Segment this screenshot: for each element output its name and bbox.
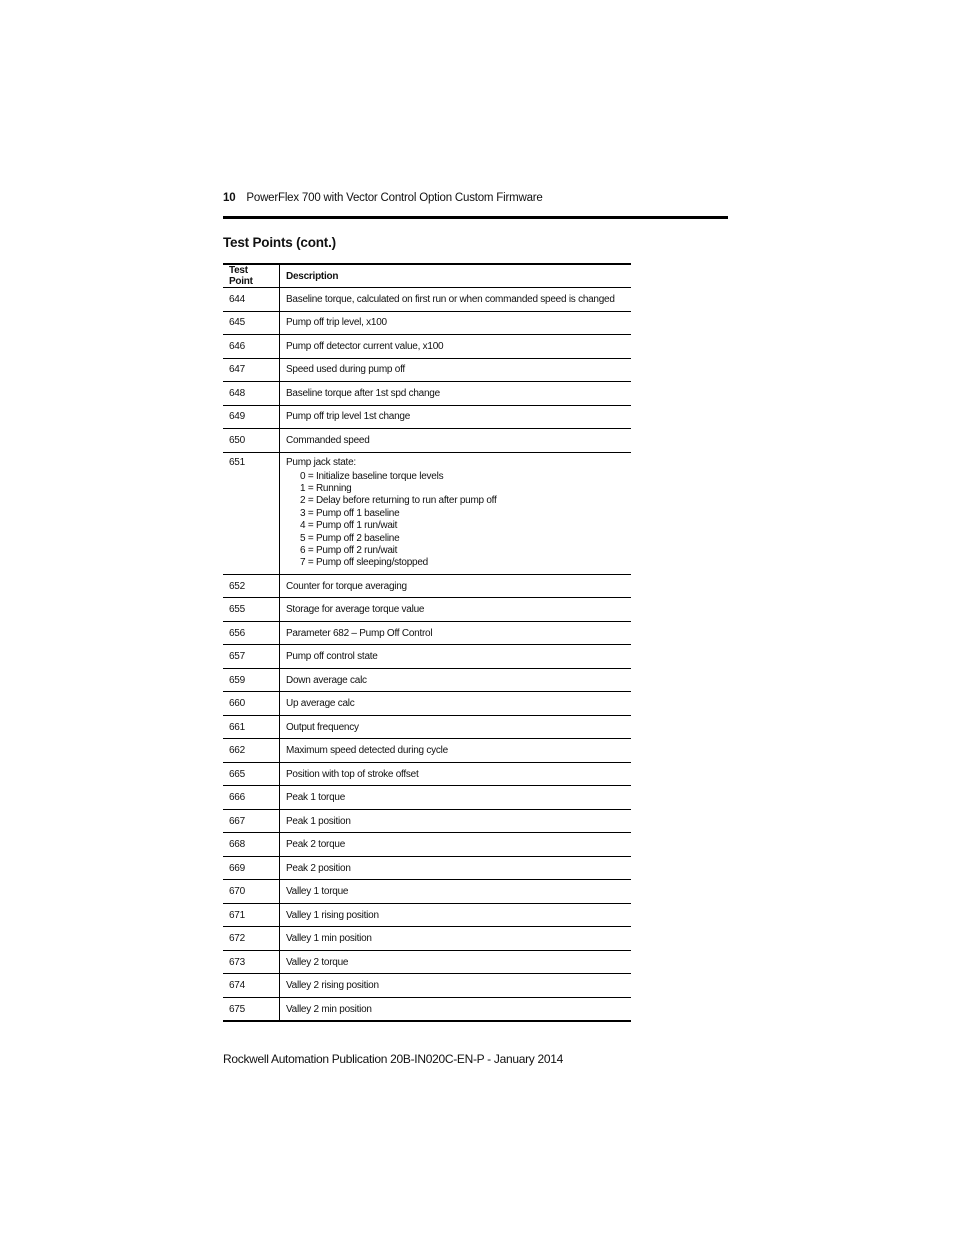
description-cell: Counter for torque averaging bbox=[280, 574, 632, 598]
description-cell: Valley 1 rising position bbox=[280, 903, 632, 927]
test-point-cell: 648 bbox=[223, 382, 280, 406]
table-row bbox=[223, 288, 631, 312]
test-point-cell: 672 bbox=[223, 927, 280, 951]
page-footer: Rockwell Automation Publication 20B-IN020C-EN-P - January 2014 bbox=[223, 1052, 564, 1066]
test-point-cell: 666 bbox=[223, 786, 280, 810]
state-item: 4 = Pump off 1 run/wait bbox=[300, 520, 398, 532]
table-row bbox=[223, 927, 631, 951]
table-row bbox=[223, 715, 631, 739]
description-cell: Storage for average torque value bbox=[280, 598, 632, 622]
description-cell: Valley 2 torque bbox=[280, 950, 632, 974]
description-cell: Pump off detector current value, x100 bbox=[280, 335, 632, 359]
test-point-cell: 652 bbox=[223, 574, 280, 598]
table-row bbox=[223, 880, 631, 904]
table-row bbox=[223, 809, 631, 833]
test-point-cell: 660 bbox=[223, 692, 280, 716]
table-row bbox=[223, 833, 631, 857]
description-cell: Baseline torque, calculated on first run or when commanded speed is changed bbox=[280, 288, 632, 312]
description-cell: Peak 1 torque bbox=[280, 786, 632, 810]
table-row bbox=[223, 405, 631, 429]
test-point-cell: 644 bbox=[223, 288, 280, 312]
description-cell: Down average calc bbox=[280, 668, 632, 692]
state-item: 2 = Delay before returning to run after pump off bbox=[300, 495, 497, 507]
state-item: 3 = Pump off 1 baseline bbox=[300, 507, 400, 519]
state-item: 6 = Pump off 2 run/wait bbox=[300, 544, 398, 556]
description-cell: Valley 1 min position bbox=[280, 927, 632, 951]
description-cell: Pump off control state bbox=[280, 645, 632, 669]
state-item: 1 = Running bbox=[300, 482, 352, 494]
table-row bbox=[223, 621, 631, 645]
table-row bbox=[223, 358, 631, 382]
table-row bbox=[223, 974, 631, 998]
test-point-cell: 674 bbox=[223, 974, 280, 998]
table-row bbox=[223, 692, 631, 716]
column-header-test-point: Test Point bbox=[223, 264, 280, 288]
description-cell: Output frequency bbox=[280, 715, 632, 739]
section-title: Test Points (cont.) bbox=[223, 235, 336, 250]
description-cell: Parameter 682 – Pump Off Control bbox=[280, 621, 632, 645]
table-row bbox=[223, 997, 631, 1021]
table-body bbox=[223, 288, 631, 1022]
description-cell: Commanded speed bbox=[280, 429, 632, 453]
test-point-cell: 675 bbox=[223, 997, 280, 1021]
table-row bbox=[223, 739, 631, 763]
page-number: 10 bbox=[223, 192, 236, 204]
state-item: 7 = Pump off sleeping/stopped bbox=[300, 557, 428, 569]
table-row bbox=[223, 903, 631, 927]
table-row bbox=[223, 598, 631, 622]
state-item: 5 = Pump off 2 baseline bbox=[300, 532, 400, 544]
test-point-cell: 671 bbox=[223, 903, 280, 927]
description-cell: Pump off trip level, x100 bbox=[280, 311, 632, 335]
state-intro-text: Pump jack state: bbox=[286, 456, 356, 468]
test-point-cell: 659 bbox=[223, 668, 280, 692]
description-cell: Valley 2 min position bbox=[280, 997, 632, 1021]
test-point-cell: 656 bbox=[223, 621, 280, 645]
test-point-cell: 646 bbox=[223, 335, 280, 359]
table-row bbox=[223, 382, 631, 406]
table-row bbox=[223, 452, 631, 574]
table-row bbox=[223, 856, 631, 880]
test-point-cell: 645 bbox=[223, 311, 280, 335]
page-header bbox=[223, 192, 728, 219]
test-point-cell: 670 bbox=[223, 880, 280, 904]
test-point-cell: 668 bbox=[223, 833, 280, 857]
description-cell: Up average calc bbox=[280, 692, 632, 716]
table-row bbox=[223, 950, 631, 974]
description-cell: Pump off trip level 1st change bbox=[280, 405, 632, 429]
test-points-table bbox=[223, 263, 631, 1022]
description-cell: Peak 2 position bbox=[280, 856, 632, 880]
description-cell bbox=[280, 452, 632, 574]
table-row bbox=[223, 762, 631, 786]
description-cell: Speed used during pump off bbox=[280, 358, 632, 382]
description-cell: Peak 2 torque bbox=[280, 833, 632, 857]
test-point-cell: 661 bbox=[223, 715, 280, 739]
description-cell: Position with top of stroke offset bbox=[280, 762, 632, 786]
column-header-description: Description bbox=[280, 264, 632, 288]
test-point-cell: 651 bbox=[223, 452, 280, 574]
test-point-cell: 662 bbox=[223, 739, 280, 763]
table-row bbox=[223, 668, 631, 692]
table-row bbox=[223, 574, 631, 598]
description-cell: Peak 1 position bbox=[280, 809, 632, 833]
test-point-cell: 647 bbox=[223, 358, 280, 382]
description-cell: Baseline torque after 1st spd change bbox=[280, 382, 632, 406]
test-point-cell: 667 bbox=[223, 809, 280, 833]
state-item: 0 = Initialize baseline torque levels bbox=[300, 470, 444, 482]
test-point-cell: 673 bbox=[223, 950, 280, 974]
test-point-cell: 649 bbox=[223, 405, 280, 429]
description-cell: Valley 1 torque bbox=[280, 880, 632, 904]
document-title: PowerFlex 700 with Vector Control Option Custom Firmware bbox=[246, 192, 543, 204]
test-point-cell: 657 bbox=[223, 645, 280, 669]
test-point-cell: 669 bbox=[223, 856, 280, 880]
table-header-row bbox=[223, 264, 631, 288]
test-point-cell: 650 bbox=[223, 429, 280, 453]
description-cell: Maximum speed detected during cycle bbox=[280, 739, 632, 763]
description-cell: Valley 2 rising position bbox=[280, 974, 632, 998]
table-row bbox=[223, 429, 631, 453]
pump-jack-state-list bbox=[286, 471, 625, 570]
table-row bbox=[223, 335, 631, 359]
test-point-cell: 655 bbox=[223, 598, 280, 622]
table-row bbox=[223, 786, 631, 810]
test-point-cell: 665 bbox=[223, 762, 280, 786]
table-row bbox=[223, 645, 631, 669]
table-row bbox=[223, 311, 631, 335]
